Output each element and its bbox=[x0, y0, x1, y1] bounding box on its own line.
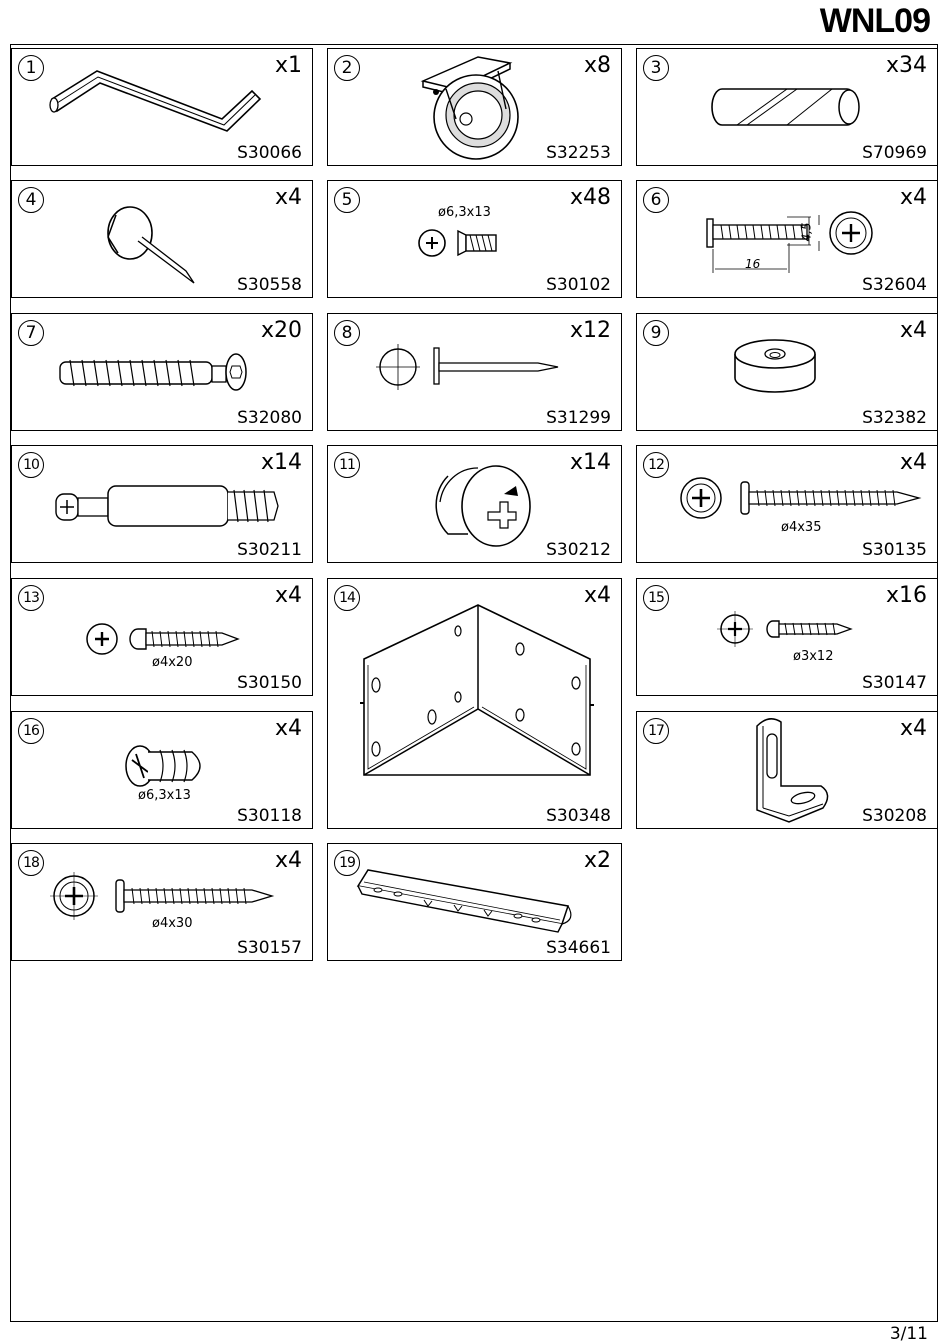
part-code: S32382 bbox=[862, 408, 927, 428]
part-number: 12 bbox=[643, 452, 669, 478]
part-11-cell bbox=[327, 445, 622, 563]
part-number: 13 bbox=[18, 585, 44, 611]
part-code: S30150 bbox=[237, 673, 302, 693]
part-code: S34661 bbox=[546, 938, 611, 958]
part-number: 2 bbox=[334, 55, 360, 81]
part-code: S30102 bbox=[546, 275, 611, 295]
part-number: 3 bbox=[643, 55, 669, 81]
part-dimension: ø6,3x13 bbox=[138, 788, 191, 803]
page-number: 3/11 bbox=[889, 1324, 928, 1344]
part-dimension: ø4x20 bbox=[152, 655, 193, 670]
part-19-cell bbox=[327, 843, 622, 961]
part-5-cell bbox=[327, 180, 622, 298]
part-1-cell bbox=[11, 48, 313, 166]
part-quantity: x16 bbox=[885, 583, 927, 608]
part-quantity: x4 bbox=[274, 716, 302, 741]
part-17-cell bbox=[636, 711, 938, 829]
part-number: 19 bbox=[334, 850, 360, 876]
part-dimension: ø4x30 bbox=[152, 916, 193, 931]
part-quantity: x34 bbox=[885, 53, 927, 78]
part-7-cell bbox=[11, 313, 313, 431]
part-8-cell bbox=[327, 313, 622, 431]
part-12-cell bbox=[636, 445, 938, 563]
part-quantity: x20 bbox=[260, 318, 302, 343]
part-6-cell bbox=[636, 180, 938, 298]
part-number: 16 bbox=[18, 718, 44, 744]
part-code: S30208 bbox=[862, 806, 927, 826]
part-code: S30558 bbox=[237, 275, 302, 295]
part-number: 6 bbox=[643, 187, 669, 213]
part-number: 9 bbox=[643, 320, 669, 346]
part-quantity: x4 bbox=[274, 848, 302, 873]
part-dimension: ø4x35 bbox=[781, 520, 822, 535]
part-quantity: x14 bbox=[569, 450, 611, 475]
part-number: 18 bbox=[18, 850, 44, 876]
part-9-cell bbox=[636, 313, 938, 431]
part-code: S30212 bbox=[546, 540, 611, 560]
part-quantity: x4 bbox=[274, 583, 302, 608]
part-number: 8 bbox=[334, 320, 360, 346]
part-dimension: ø3x12 bbox=[793, 649, 834, 664]
part-15-cell bbox=[636, 578, 938, 696]
part-code: S32604 bbox=[862, 275, 927, 295]
part-3-cell bbox=[636, 48, 938, 166]
part-number: 10 bbox=[18, 452, 44, 478]
part-code: S70969 bbox=[862, 143, 927, 163]
part-number: 15 bbox=[643, 585, 669, 611]
part-number: 5 bbox=[334, 187, 360, 213]
part-quantity: x1 bbox=[274, 53, 302, 78]
part-dimension-length: 16 bbox=[745, 257, 761, 271]
part-4-cell bbox=[11, 180, 313, 298]
part-number: 14 bbox=[334, 585, 360, 611]
corner-bracket-icon bbox=[328, 579, 623, 828]
part-10-cell bbox=[11, 445, 313, 563]
part-14-cell bbox=[327, 578, 622, 829]
part-quantity: x12 bbox=[569, 318, 611, 343]
part-quantity: x48 bbox=[569, 185, 611, 210]
model-code: WNL09 bbox=[819, 2, 930, 40]
part-quantity: x4 bbox=[274, 185, 302, 210]
part-code: S30211 bbox=[237, 540, 302, 560]
part-2-cell bbox=[327, 48, 622, 166]
part-quantity: x4 bbox=[899, 450, 927, 475]
part-13-cell bbox=[11, 578, 313, 696]
part-code: S32253 bbox=[546, 143, 611, 163]
part-code: S30348 bbox=[546, 806, 611, 826]
part-code: S32080 bbox=[237, 408, 302, 428]
part-number: 17 bbox=[643, 718, 669, 744]
part-dimension: ø6,3x13 bbox=[438, 205, 491, 220]
part-dimension-height: 4,5 bbox=[799, 222, 814, 242]
part-quantity: x8 bbox=[583, 53, 611, 78]
part-code: S31299 bbox=[546, 408, 611, 428]
part-number: 11 bbox=[334, 452, 360, 478]
part-quantity: x4 bbox=[899, 185, 927, 210]
part-quantity: x4 bbox=[899, 318, 927, 343]
part-18-cell bbox=[11, 843, 313, 961]
part-number: 1 bbox=[18, 55, 44, 81]
part-quantity: x4 bbox=[899, 716, 927, 741]
part-quantity: x4 bbox=[583, 583, 611, 608]
part-code: S30066 bbox=[237, 143, 302, 163]
part-16-cell bbox=[11, 711, 313, 829]
part-quantity: x14 bbox=[260, 450, 302, 475]
part-code: S30118 bbox=[237, 806, 302, 826]
part-quantity: x2 bbox=[583, 848, 611, 873]
part-code: S30157 bbox=[237, 938, 302, 958]
part-code: S30135 bbox=[862, 540, 927, 560]
part-number: 4 bbox=[18, 187, 44, 213]
part-code: S30147 bbox=[862, 673, 927, 693]
part-number: 7 bbox=[18, 320, 44, 346]
